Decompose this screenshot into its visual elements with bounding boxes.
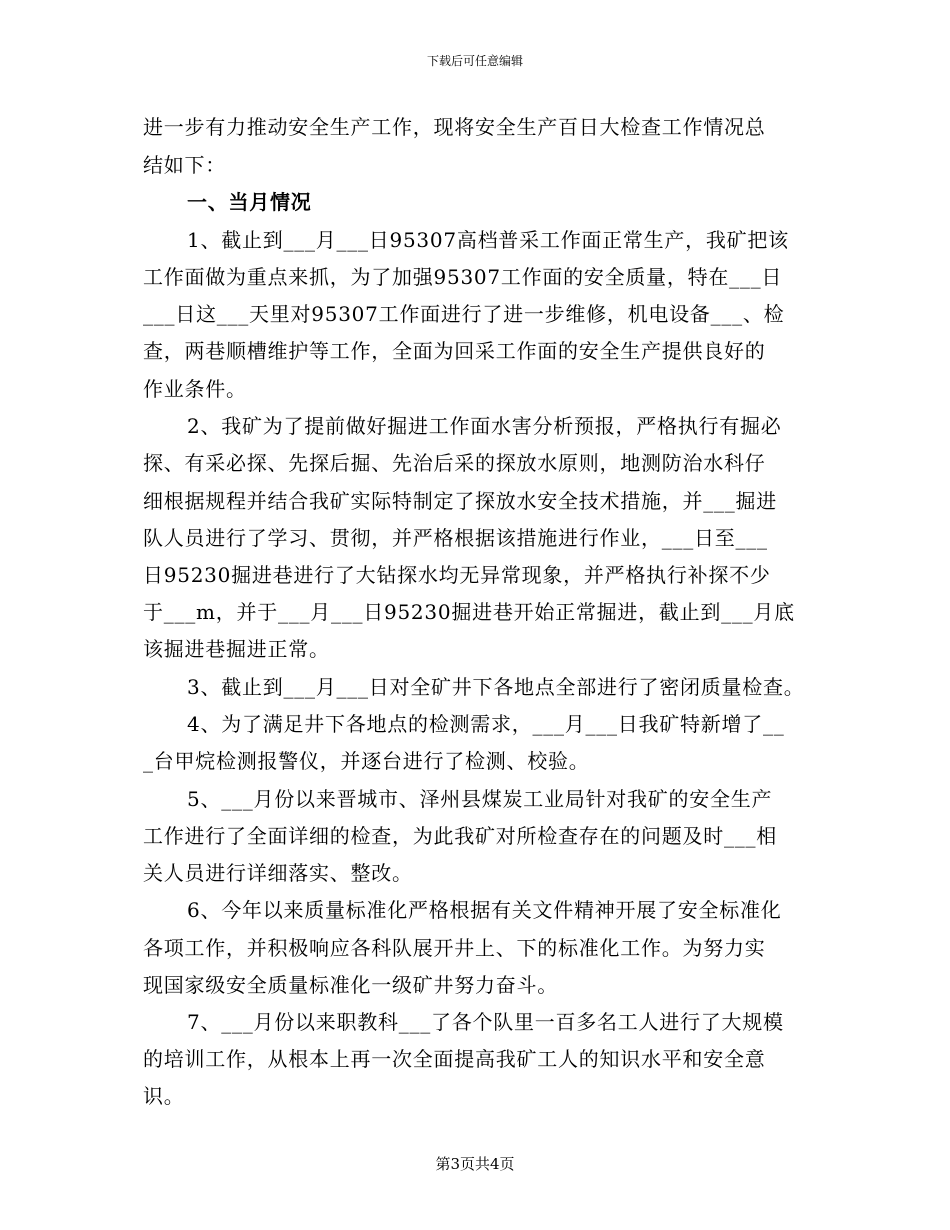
text-line: 工作面做为重点来抓，为了加强95307工作面的安全质量，特在___日: [143, 265, 783, 289]
text-line: 探、有采必探、先探后掘、先治后采的探放水原则，地测防治水科仔: [143, 451, 766, 475]
text-line: 5、___月份以来晋城市、泽州县煤炭工业局针对我矿的安全生产: [187, 787, 773, 811]
text-line: 现国家级安全质量标准化一级矿井努力奋斗。: [143, 973, 558, 997]
text-line: 日95230掘进巷进行了大钻探水均无异常现象，并严格执行补探不少: [143, 563, 771, 587]
page-header: 下载后可任意编辑: [426, 54, 523, 68]
text-line: 各项工作，并积极响应各科队展开井上、下的标准化工作。为努力实: [143, 936, 766, 960]
text-line: 工作进行了全面详细的检查，为此我矿对所检查存在的问题及时___相: [143, 824, 777, 848]
text-line: 2、我矿为了提前做好掘进工作面水害分析预报，严格执行有掘必: [187, 414, 782, 438]
text-line: 1、截止到___月___日95307高档普采工作面正常生产，我矿把该: [187, 228, 789, 252]
text-line: 查，两巷顺槽维护等工作，全面为回采工作面的安全生产提供良好的: [143, 339, 766, 363]
text-line: 4、为了满足井下各地点的检测需求，___月___日我矿特新增了__: [187, 712, 785, 736]
text-line: 该掘进巷掘进正常。: [143, 637, 330, 661]
text-line: ___日这___天里对95307工作面进行了进一步维修，机电设备___、检: [143, 302, 785, 326]
text-line: 6、今年以来质量标准化严格根据有关文件精神开展了安全标准化: [187, 898, 782, 922]
text-line: 队人员进行了学习、贯彻，并严格根据该措施进行作业，___日至___: [143, 526, 768, 550]
text-line: 7、___月份以来职教科___了各个队里一百多名工人进行了大规模: [187, 1010, 784, 1034]
page-footer: 第3页共4页: [435, 1155, 515, 1173]
text-line: 关人员进行详细落实、整改。: [143, 861, 413, 885]
text-line: 于___m，并于___月___日95230掘进巷开始正常掘进，截止到___月底: [143, 600, 795, 624]
text-line: 作业条件。: [143, 377, 247, 401]
text-line: 识。: [143, 1084, 185, 1108]
text-line: _台甲烷检测报警仪，并逐台进行了检测、校验。: [143, 749, 590, 773]
text-line: 结如下：: [143, 153, 226, 177]
text-line: 的培训工作，从根本上再一次全面提高我矿工人的知识水平和安全意: [143, 1047, 766, 1071]
text-line: 3、截止到___月___日对全矿井下各地点全部进行了密闭质量检查。: [187, 675, 805, 699]
section-heading: 一、当月情况: [187, 190, 312, 214]
text-line: 细根据规程并结合我矿实际特制定了探放水安全技术措施，并___掘进: [143, 489, 777, 513]
text-line: 进一步有力推动安全生产工作，现将安全生产百日大检查工作情况总: [143, 115, 766, 139]
